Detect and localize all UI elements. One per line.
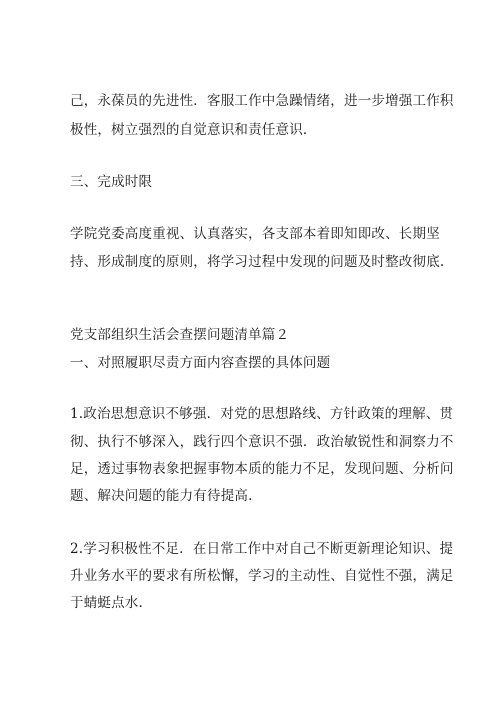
article-subheading: 一、对照履职尽责方面内容查摆的具体问题 xyxy=(70,355,331,371)
paragraph-line: 极性，树立强烈的自觉意识和责任意识． xyxy=(70,122,317,138)
list-item-line: 于蜻蜓点水. xyxy=(70,595,143,611)
list-item-line: 题、解决问题的能力有待提高. xyxy=(70,488,253,504)
list-item-line: 足，透过事物表象把握事物本质的能力不足，发现问题、分析问 xyxy=(70,461,454,477)
paragraph-line: 己，永葆员的先进性．客服工作中急躁情绪，进一步增强工作积 xyxy=(70,93,454,109)
list-item-line: 彻、执行不够深入，践行四个意识不强．政治敏锐性和洞察力不 xyxy=(70,434,454,450)
paragraph-line: 持、形成制度的原则，将学习过程中发现的问题及时整改彻底. xyxy=(70,254,445,270)
article-title: 党支部组织生活会查摆问题清单篇２ xyxy=(70,327,290,343)
list-item-line: 升业务水平的要求有所松懈，学习的主动性、自觉性不强，满足 xyxy=(70,568,454,584)
list-item-line: 2.学习积极性不足．在日常工作中对自己不断更新理论知识、提 xyxy=(70,541,454,557)
paragraph-line: 学院党委高度重视、认真落实，各支部本着即知即改、长期坚 xyxy=(70,226,440,242)
section-heading: 三、完成时限 xyxy=(70,174,153,190)
list-item-line: 1.政治思想意识不够强．对党的思想路线、方针政策的理解、贯 xyxy=(70,406,454,422)
